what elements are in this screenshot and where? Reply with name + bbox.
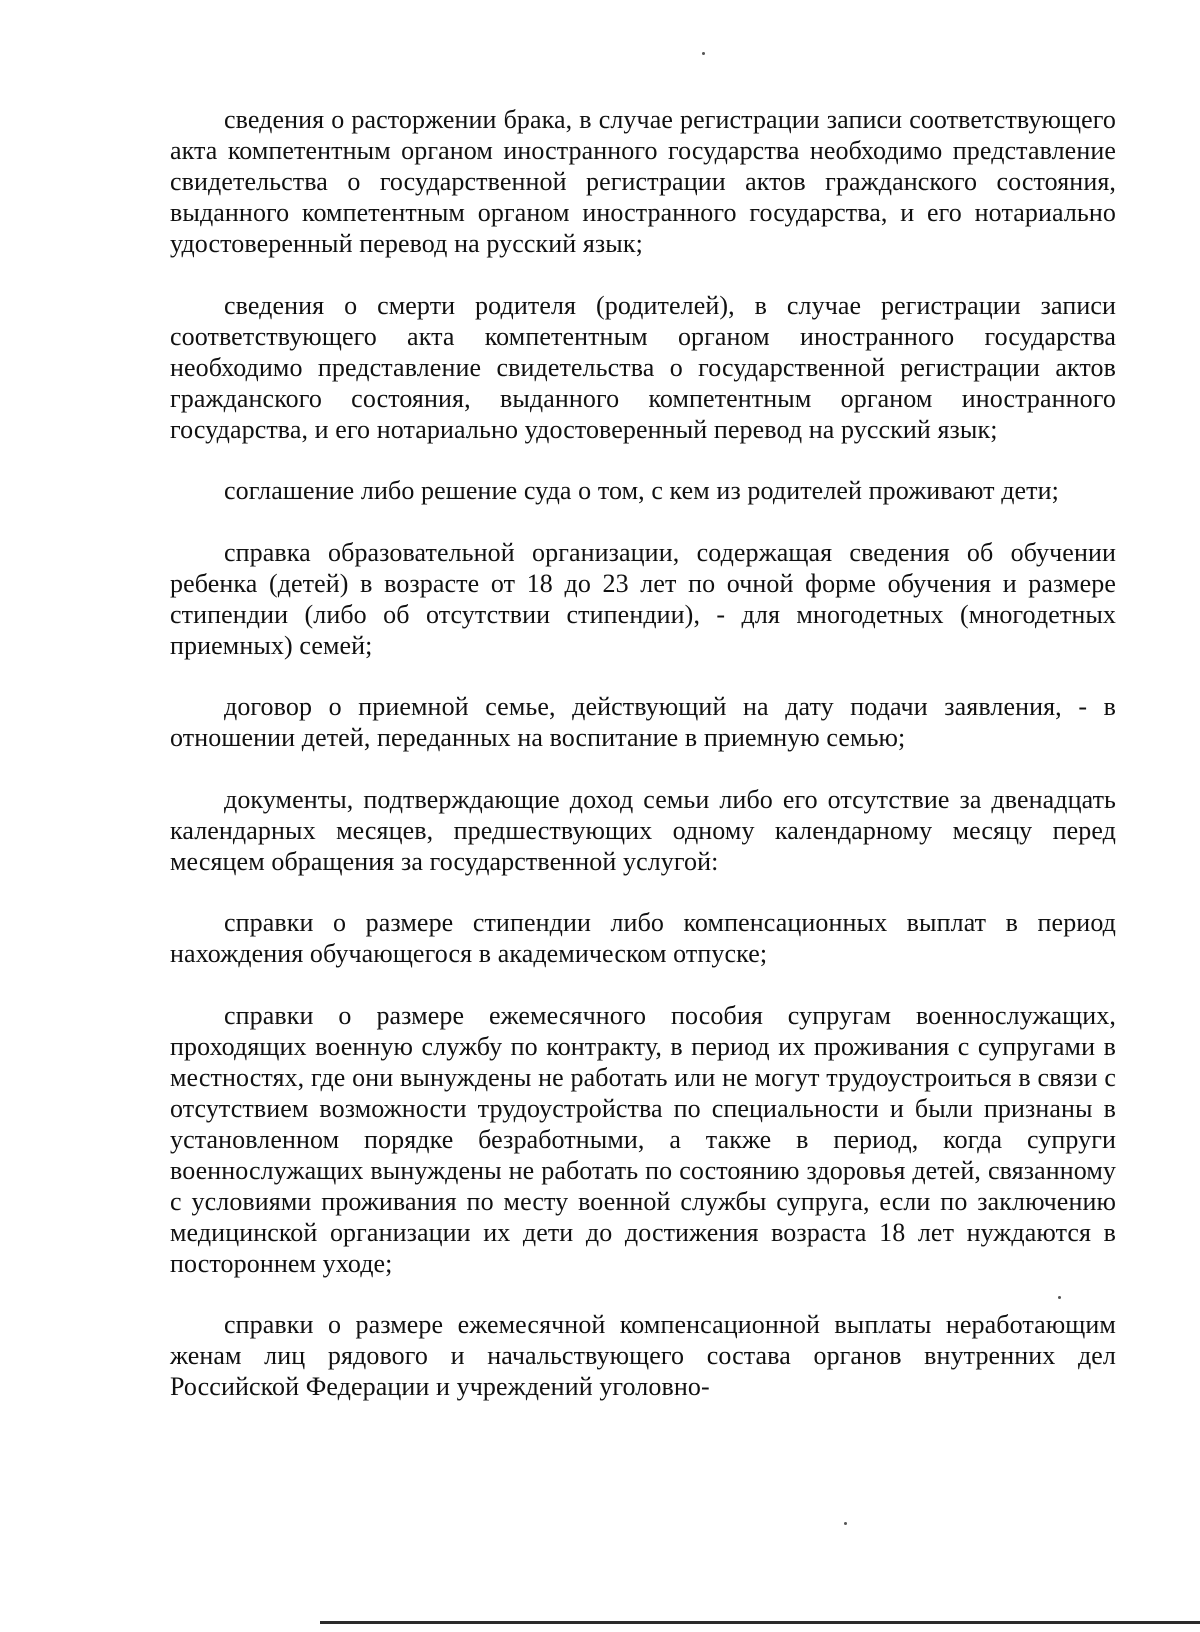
document-page [170,104,1116,1402]
paragraph-court-agreement: соглашение либо решение суда о том, с кем из родителей проживают дети; [224,476,1059,505]
paragraph-income-documents: документы, подтверждающие доход семьи либо его отсутствие за двенадцать календарных месяцев, предшествующих одному календарному месяцу перед месяцем обращения за государственной услугой: [170,784,1116,876]
paragraph-compensation-payment: справки о размере ежемесячной компенсационной выплаты неработающим женам лиц рядового и начальствующего состава органов внутренних дел Российской Федерации и учреждений уголовно- [170,1310,1116,1401]
paragraph-stipend-certificates: справки о размере стипендии либо компенсационных выплат в период нахождения обучающегося в академическом отпуске; [170,908,1116,968]
scan-speck [844,1522,847,1525]
scan-speck [702,52,705,55]
paragraph-military-spouse-allowance: справки о размере ежемесячного пособия супругам военнослужащих, проходящих военную службу по контракту, в период их проживания с супругами в местностях, где они вынуждены не работать или не могут трудоустроиться в связи с отсутствием возможности трудоустройства по специальности и были признаны в установленном порядке безработными, а также в период, когда супруги военнослужащих вынуждены не работать по состоянию здоровья детей, связанному с условиями проживания по месту военной службы супруга, если по заключению медицинской организации их дети до достижения возраста 18 лет нуждаются в постороннем уходе; [170,1000,1116,1278]
paragraph-foster-family-contract: договор о приемной семье, действующий на дату подачи заявления, - в отношении детей, переданных на воспитание в приемную семью; [170,692,1116,752]
scan-speck [1058,1296,1061,1299]
paragraph-divorce-info: сведения о расторжении брака, в случае регистрации записи соответствующего акта компетентным органом иностранного государства необходимо представление свидетельства о государственной регистрации актов гражданского состояния, выданного компетентным органом иностранного государства, и его нотариально удостоверенный перевод на русский язык; [170,105,1116,258]
scan-edge-line [320,1621,1200,1624]
paragraph-parent-death-info: сведения о смерти родителя (родителей), в случае регистрации записи соответствующего акта компетентным органом иностранного государства необходимо представление свидетельства о государственной регистрации актов гражданского состояния, выданного компетентным органом иностранного государства, и его нотариально удостоверенный перевод на русский язык; [170,290,1116,444]
paragraph-education-certificate: справка образовательной организации, содержащая сведения об обучении ребенка (детей) в возрасте от 18 до 23 лет по очной форме обучения и размере стипендии (либо об отсутствии стипендии), - для многодетных (многодетных приемных) семей; [170,537,1116,660]
